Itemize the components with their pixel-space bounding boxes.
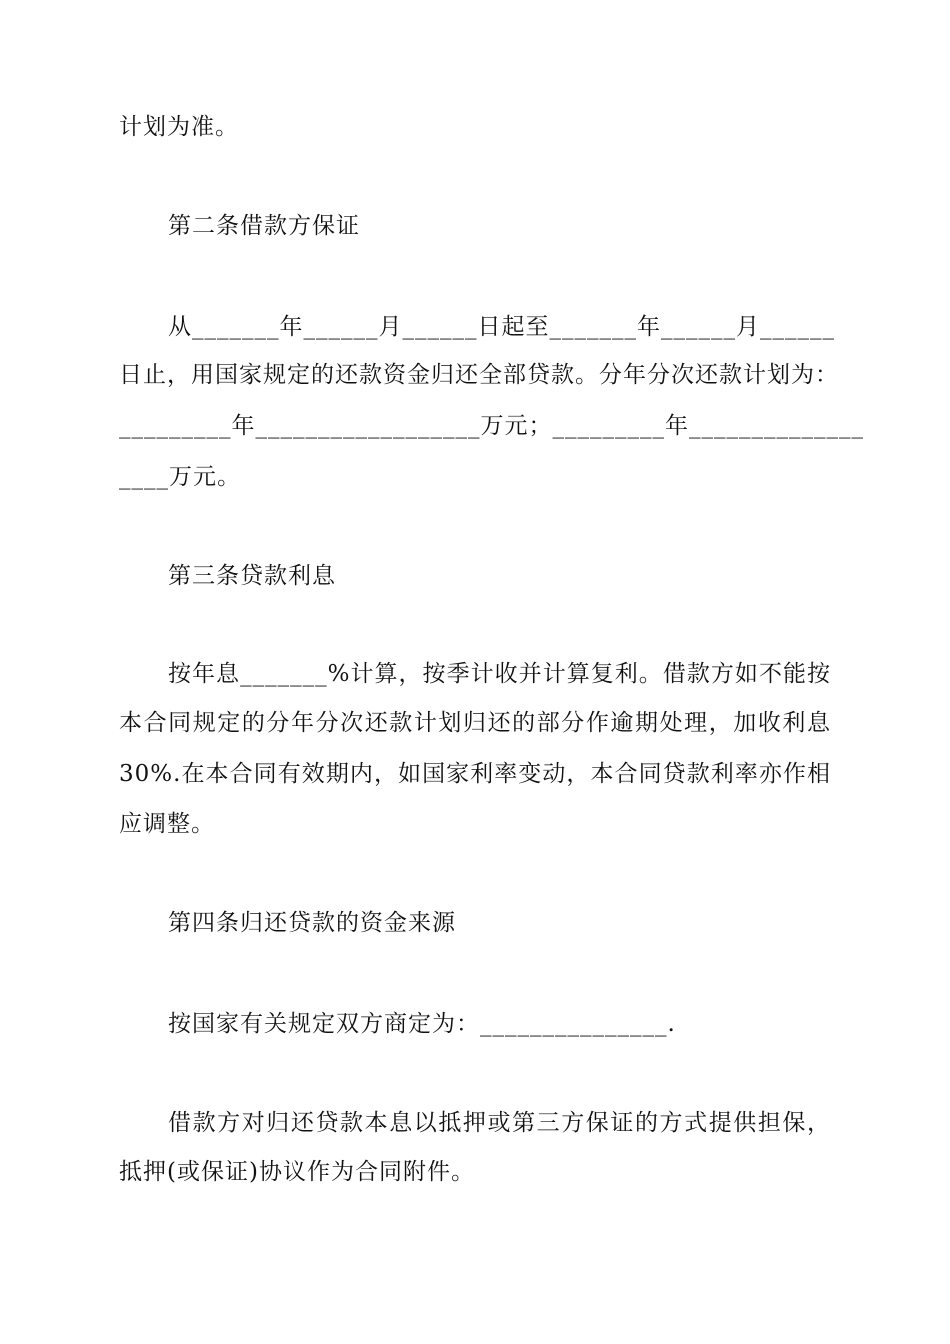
- article-heading-3: 第三条贷款利息: [168, 563, 336, 589]
- paragraph-line: 从_______年______月______日起至_______年______月______: [168, 314, 835, 340]
- paragraph-line: 日止，用国家规定的还款资金归还全部贷款。分年分次还款计划为：: [119, 362, 839, 388]
- article-heading-4: 第四条归还贷款的资金来源: [168, 910, 456, 936]
- paragraph-line: 按国家有关规定双方商定为：_______________.: [168, 1011, 676, 1037]
- paragraph-line: 本合同规定的分年分次还款计划归还的部分作逾期处理，加收利息: [119, 710, 831, 736]
- paragraph-line: 应调整。: [119, 811, 215, 837]
- article-heading-2: 第二条借款方保证: [168, 213, 360, 239]
- paragraph-line: 30%.在本合同有效期内，如国家利率变动，本合同贷款利率亦作相: [119, 761, 831, 787]
- paragraph-line: 抵押(或保证)协议作为合同附件。: [119, 1159, 475, 1185]
- paragraph-line: 借款方对归还贷款本息以抵押或第三方保证的方式提供担保，: [168, 1110, 831, 1136]
- paragraph-line: 按年息_______%计算，按季计收并计算复利。借款方如不能按: [168, 661, 831, 687]
- text-line: 计划为准。: [119, 114, 239, 140]
- paragraph-line: ____万元。: [119, 464, 241, 490]
- paragraph-line: _________年__________________万元；_________年______________: [119, 413, 864, 439]
